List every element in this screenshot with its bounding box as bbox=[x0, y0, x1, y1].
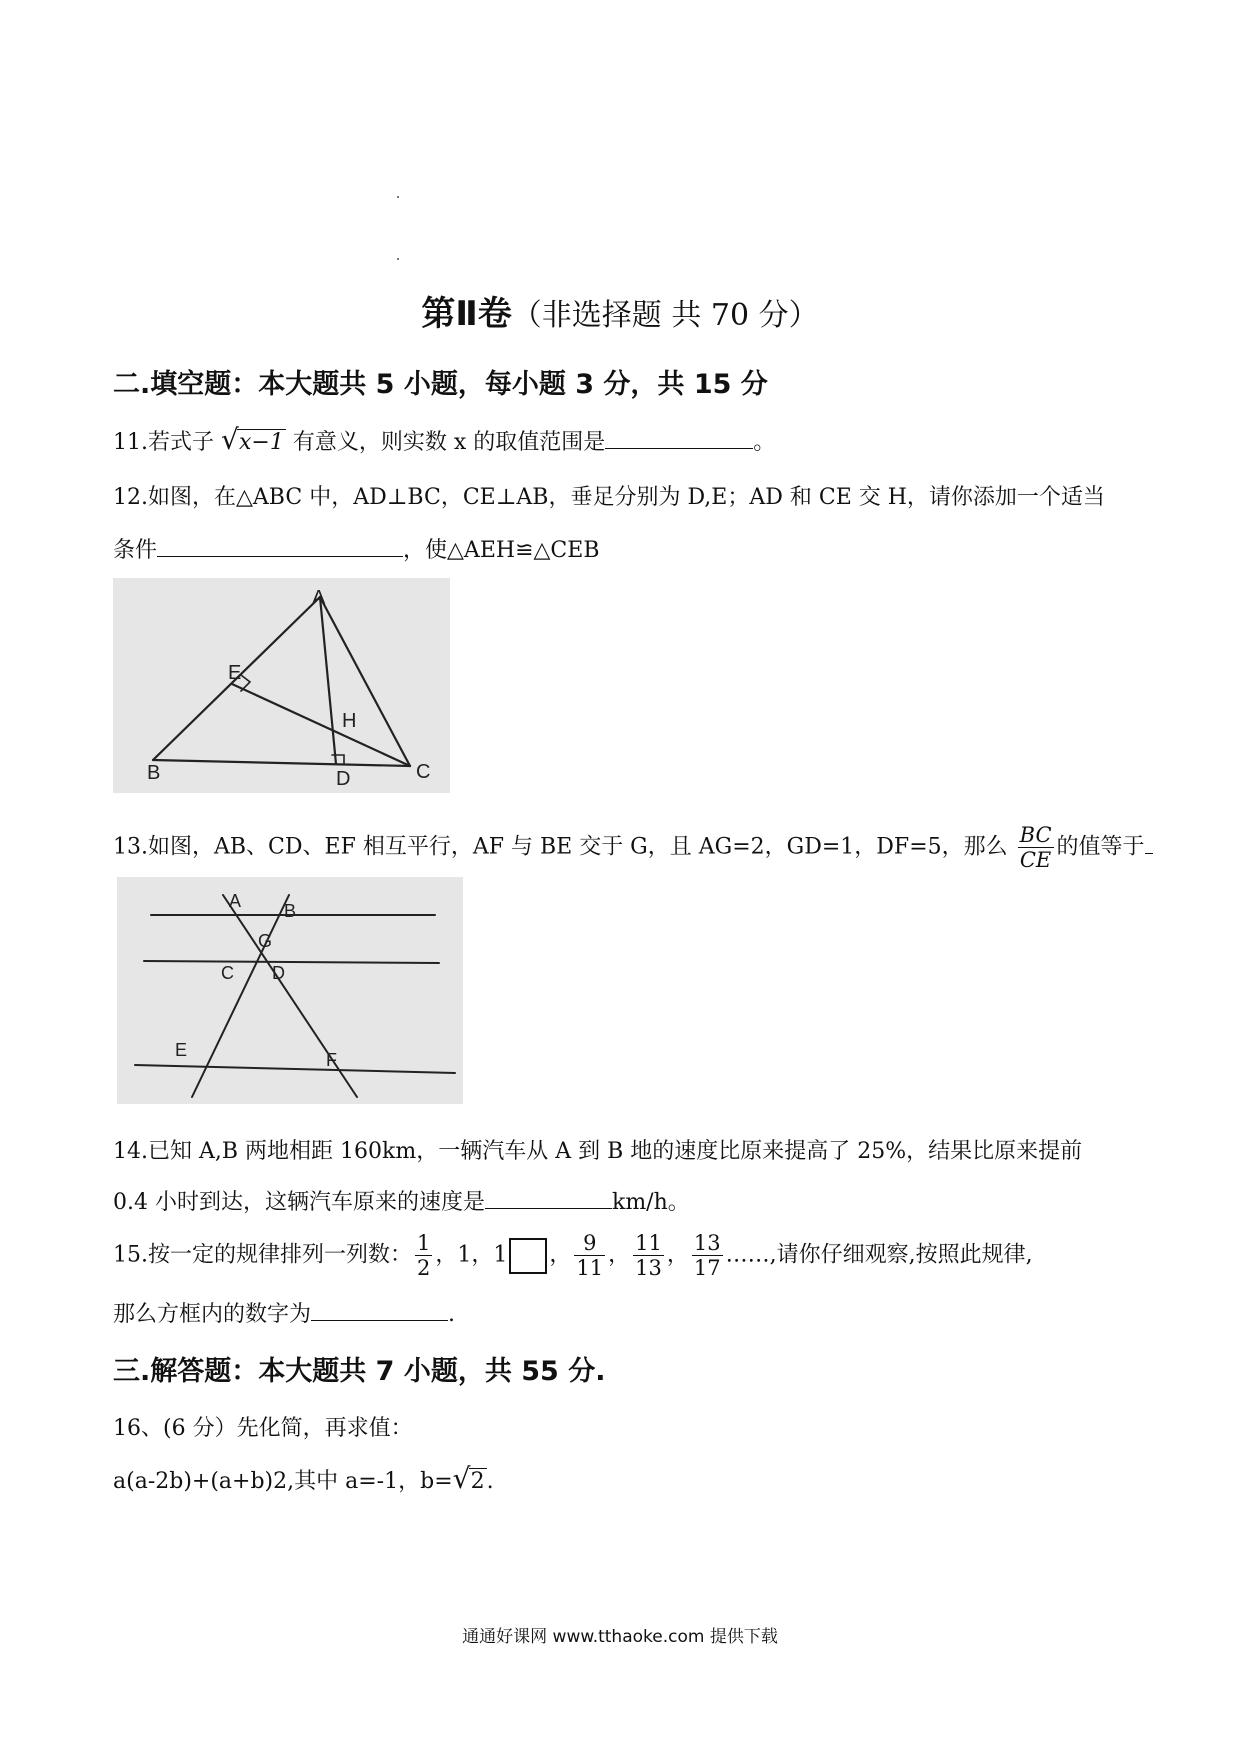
label-d: D bbox=[272, 963, 285, 983]
frac-denominator: 2 bbox=[417, 1256, 431, 1281]
answer-blank[interactable] bbox=[1145, 852, 1153, 854]
q11-end: 。 bbox=[753, 430, 776, 455]
label-f: F bbox=[326, 1050, 337, 1070]
q15-sep: ， bbox=[666, 1242, 689, 1268]
q15-line2-suffix: . bbox=[448, 1302, 456, 1327]
label-d: D bbox=[336, 768, 351, 790]
q15-sep: ， bbox=[549, 1242, 572, 1268]
label-h: H bbox=[342, 710, 357, 732]
line-ef bbox=[135, 1065, 455, 1073]
section-2-heading: 二.填空题：本大题共 5 小题，每小题 3 分，共 15 分 bbox=[113, 369, 768, 400]
right-angle-d bbox=[332, 755, 344, 764]
answer-box[interactable] bbox=[509, 1238, 547, 1274]
frac-denominator: 13 bbox=[635, 1256, 662, 1281]
parallel-lines-figure bbox=[117, 877, 463, 1104]
answer-blank[interactable] bbox=[311, 1319, 448, 1321]
fraction-1 bbox=[415, 1231, 432, 1280]
q15-after: ……,请你仔细观察,按照此规律, bbox=[725, 1242, 1033, 1268]
frac-denominator: 11 bbox=[576, 1256, 604, 1281]
altitude-ce bbox=[232, 684, 410, 766]
label-e: E bbox=[228, 662, 242, 684]
frac-numerator: 9 bbox=[583, 1231, 597, 1255]
frac-denominator: CE bbox=[1018, 847, 1054, 872]
sqrt-expression: √ 2 bbox=[452, 1462, 485, 1495]
q14-prefix: 0.4 小时到达，这辆汽车原来的速度是 bbox=[113, 1190, 485, 1215]
label-a: A bbox=[229, 891, 242, 911]
question-15 bbox=[113, 1231, 1033, 1280]
question-12-line1: 12.如图，在△ABC 中，AD⊥BC，CE⊥AB，垂足分别为 D,E；AD 和 CE 交 H，请你添加一个适当 bbox=[113, 485, 1105, 510]
line-cd bbox=[144, 961, 439, 963]
label-c: C bbox=[221, 963, 234, 983]
label-c: C bbox=[416, 761, 431, 783]
fraction-2 bbox=[574, 1231, 605, 1280]
paper-title-rest: （非选择题 共 70 分） bbox=[511, 298, 819, 333]
q12-suffix: ，使△AEH≌△CEB bbox=[403, 538, 600, 563]
frac-numerator: 11 bbox=[635, 1231, 662, 1255]
right-angle-e bbox=[241, 675, 250, 691]
question-14-line1: 14.已知 A,B 两地相距 160km，一辆汽车从 A 到 B 地的速度比原来提高了 25%，结果比原来提前 bbox=[113, 1139, 1083, 1164]
question-16-line1: 16、(6 分）先化简，再求值： bbox=[113, 1416, 413, 1441]
side-bc bbox=[153, 760, 410, 766]
frac-numerator: BC bbox=[1019, 823, 1052, 847]
answer-blank[interactable] bbox=[485, 1207, 612, 1209]
triangle-figure bbox=[113, 578, 450, 793]
q11-radicand: x−1 bbox=[239, 430, 284, 455]
label-b: B bbox=[147, 762, 161, 784]
question-16-line2 bbox=[113, 1462, 494, 1495]
paper-title-bold: 第Ⅱ卷 bbox=[421, 294, 512, 334]
scan-speck bbox=[397, 196, 399, 198]
answer-blank[interactable] bbox=[157, 555, 403, 557]
answer-blank[interactable] bbox=[605, 447, 753, 449]
q15-sep: ， bbox=[608, 1242, 631, 1268]
q14-suffix: km/h。 bbox=[611, 1190, 690, 1215]
q16-prefix: a(a-2b)+(a+b)2,其中 a=-1，b= bbox=[113, 1469, 453, 1494]
q13-prefix: 13.如图，AB、CD、EF 相互平行，AF 与 BE 交于 G，且 AG=2，GD=1，DF=5，那么 bbox=[113, 834, 1008, 860]
frac-numerator: 13 bbox=[693, 1231, 721, 1255]
q16-radicand: 2 bbox=[470, 1469, 485, 1494]
section-3-heading: 三.解答题：本大题共 7 小题，共 55 分. bbox=[113, 1356, 606, 1387]
fraction-bc-ce bbox=[1018, 823, 1054, 872]
fraction-3 bbox=[633, 1231, 664, 1280]
sqrt-expression: √ x−1 bbox=[221, 423, 284, 456]
q15-line2-prefix: 那么方框内的数字为 bbox=[113, 1302, 312, 1327]
q15-mid: ，1，1 bbox=[435, 1242, 508, 1268]
label-a: A bbox=[312, 587, 326, 609]
q11-prefix: 11.若式子 bbox=[113, 430, 214, 455]
paper-title bbox=[0, 286, 1240, 335]
question-15-line2 bbox=[113, 1304, 455, 1326]
frac-denominator: 17 bbox=[693, 1256, 721, 1281]
label-b: B bbox=[284, 901, 297, 921]
q11-suffix: 有意义，则实数 x 的取值范围是 bbox=[292, 430, 606, 455]
q12-prefix: 条件 bbox=[113, 538, 158, 563]
q16-end: . bbox=[486, 1469, 494, 1494]
label-e: E bbox=[175, 1040, 188, 1060]
label-g: G bbox=[258, 931, 273, 951]
frac-numerator: 1 bbox=[417, 1231, 431, 1255]
question-11 bbox=[113, 423, 776, 456]
question-12-line2 bbox=[113, 540, 599, 562]
footer-text: 通通好课网 www.tthaoke.com 提供下载 bbox=[462, 1627, 778, 1647]
fraction-4 bbox=[692, 1231, 723, 1280]
q13-suffix: 的值等于 bbox=[1056, 834, 1145, 860]
q15-prefix: 15.按一定的规律排列一列数： bbox=[113, 1242, 412, 1268]
question-13 bbox=[113, 823, 1153, 872]
question-14-line2 bbox=[113, 1192, 690, 1214]
scan-speck bbox=[397, 258, 399, 260]
